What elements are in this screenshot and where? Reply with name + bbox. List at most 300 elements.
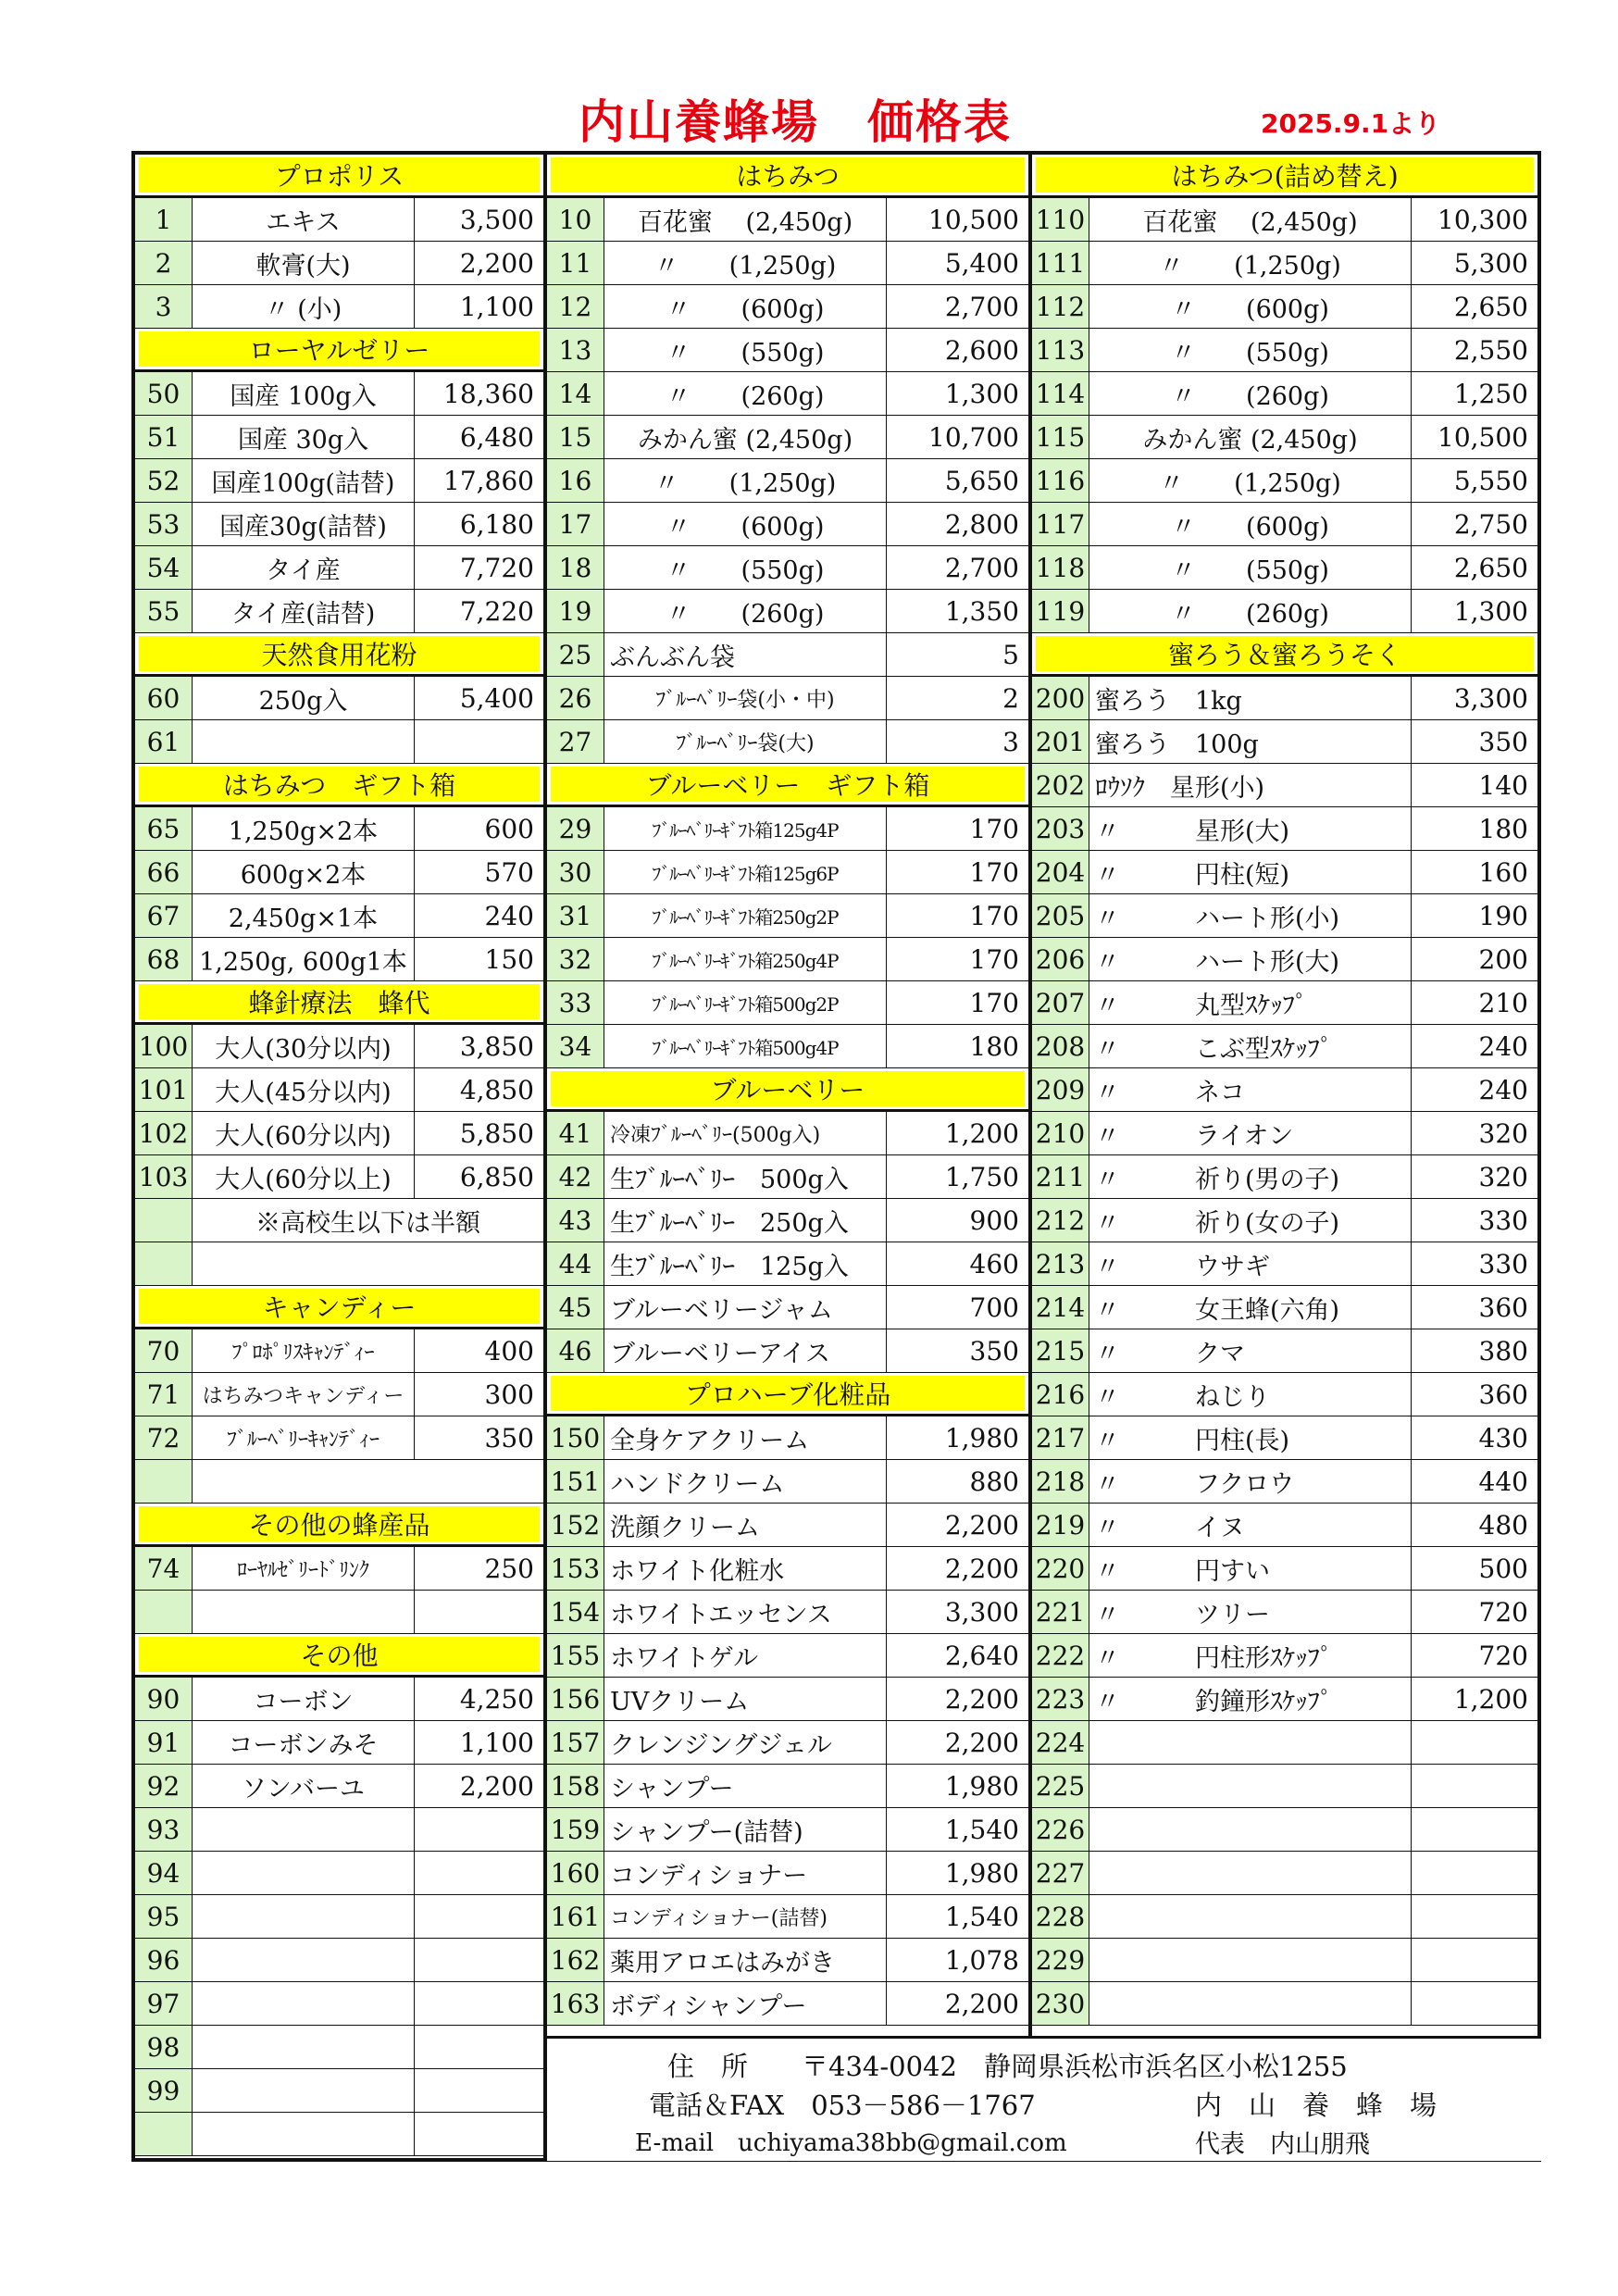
item-name: 〃 ねじり [1089, 1373, 1412, 1416]
item-number: 13 [547, 329, 604, 371]
item-price [1412, 1852, 1537, 1894]
price-row [135, 503, 543, 546]
price-row [1032, 503, 1537, 546]
item-number: 41 [547, 1112, 604, 1154]
item-number: 71 [135, 1373, 193, 1416]
item-number: 204 [1032, 851, 1089, 893]
item-name [193, 1982, 415, 2025]
item-number: 201 [1032, 720, 1089, 763]
section-title: ブルーベリー [551, 1071, 1025, 1106]
section-header [547, 1068, 1028, 1112]
item-price [1412, 1982, 1537, 2025]
item-number: 213 [1032, 1242, 1089, 1285]
item-number: 68 [135, 938, 193, 980]
item-number: 156 [547, 1678, 604, 1720]
effective-date: 2025.9.1より [1261, 108, 1441, 139]
item-number: 61 [135, 720, 193, 763]
item-number: 18 [547, 546, 604, 589]
item-number: 29 [547, 807, 604, 850]
price-row [1032, 1416, 1537, 1460]
item-name: 〃 (1,250g) [1089, 242, 1412, 284]
item-name: 〃 イヌ [1089, 1504, 1412, 1546]
item-price: 10,500 [1438, 421, 1528, 453]
item-price [415, 1852, 543, 1894]
item-name: 〃 (1,250g) [604, 459, 887, 502]
price-row [1032, 1895, 1537, 1939]
item-number: 67 [135, 894, 193, 937]
item-price: 330 [1478, 1204, 1528, 1236]
item-number: 99 [135, 2069, 193, 2112]
item-name: ﾌﾞﾙｰﾍﾞﾘｰｷﾞﾌﾄ箱500g2P [604, 981, 887, 1024]
item-price: 3 [1002, 726, 1019, 757]
price-row [1032, 1547, 1537, 1591]
item-name: ﾌﾞﾙｰﾍﾞﾘｰｷﾞﾌﾄ箱250g2P [604, 894, 887, 937]
item-name: シャンプー [604, 1765, 887, 1807]
email: E-mail uchiyama38bb@gmail.com [635, 2129, 1067, 2157]
price-row [135, 2069, 543, 2113]
item-name: みかん蜜 (2,450g) [604, 416, 887, 458]
item-name: 〃 (550g) [1089, 329, 1412, 371]
item-name: 〃 女王蜂(六角) [1089, 1286, 1412, 1329]
item-number: 46 [547, 1329, 604, 1372]
item-price: 2,200 [459, 1770, 534, 1802]
item-number: 112 [1032, 285, 1089, 328]
section-title: 蜜ろう＆蜜ろうそく [1036, 636, 1534, 671]
item-number: 212 [1032, 1199, 1089, 1242]
item-name: 〃 円柱(長) [1089, 1416, 1412, 1459]
price-row [547, 459, 1028, 503]
item-price: 2,200 [944, 1683, 1019, 1715]
item-price: 140 [1478, 769, 1528, 801]
item-number: 15 [547, 416, 604, 458]
item-name: コンディショナー(詰替) [604, 1895, 887, 1938]
item-price: 5 [1002, 639, 1019, 670]
price-row [547, 285, 1028, 329]
item-name [1089, 1808, 1412, 1851]
item-price: 5,650 [944, 465, 1019, 496]
section-title: ブルーベリー ギフト箱 [551, 767, 1025, 802]
price-row [1032, 1329, 1537, 1373]
price-row [1032, 1982, 1537, 2026]
item-number: 51 [135, 416, 193, 458]
item-price: 400 [484, 1335, 534, 1366]
item-price: 2,550 [1453, 334, 1528, 366]
item-name: 2,450g×1本 [193, 894, 415, 937]
item-price: 3,500 [459, 204, 534, 235]
title-bar [0, 85, 1618, 150]
item-name: 〃 釣鐘形ｽｹｯﾌﾟ [1089, 1678, 1412, 1720]
item-name: 国産 100g入 [193, 372, 415, 415]
item-price: 170 [969, 856, 1019, 888]
price-row [135, 807, 543, 851]
price-row [547, 198, 1028, 242]
item-price [1412, 1765, 1537, 1807]
item-name: 〃 フクロウ [1089, 1460, 1412, 1503]
item-price: 7,220 [459, 595, 534, 627]
item-name: 大人(60分以内) [193, 1112, 415, 1154]
item-number: 119 [1032, 590, 1089, 632]
price-row [1032, 242, 1537, 285]
price-row [135, 1112, 543, 1155]
price-row [1032, 1765, 1537, 1808]
item-number: 30 [547, 851, 604, 893]
price-row [547, 851, 1028, 894]
price-row [547, 807, 1028, 851]
price-row [547, 546, 1028, 590]
item-price: 5,400 [459, 682, 534, 714]
item-number: 219 [1032, 1504, 1089, 1546]
item-name: ﾌﾞﾙｰﾍﾞﾘｰｷﾞﾌﾄ箱125g6P [604, 851, 887, 893]
item-price: 2,200 [459, 247, 534, 279]
price-row [135, 1895, 543, 1939]
item-number [135, 1199, 193, 1242]
section-title: その他の蜂産品 [139, 1506, 540, 1541]
item-name: 〃 円柱形ｽｹｯﾌﾟ [1089, 1634, 1412, 1677]
shop-name: 内 山 養 蜂 場 [1195, 2090, 1438, 2121]
price-row [135, 198, 543, 242]
item-price: 1,540 [944, 1901, 1019, 1932]
item-name: 〃 (260g) [1089, 372, 1412, 415]
item-number: 117 [1032, 503, 1089, 545]
item-price [1412, 1721, 1537, 1764]
item-number: 152 [547, 1504, 604, 1546]
item-price: 150 [484, 943, 534, 975]
item-number: 206 [1032, 938, 1089, 980]
price-row [547, 1547, 1028, 1591]
item-number: 27 [547, 720, 604, 763]
item-price: 2,600 [944, 334, 1019, 366]
item-name: ブルーベリージャム [604, 1286, 887, 1329]
price-row [135, 1547, 543, 1591]
section-header [1032, 155, 1537, 198]
price-row [1032, 1373, 1537, 1416]
price-row [547, 1939, 1028, 1982]
section-header [1032, 633, 1537, 677]
item-price: 170 [969, 987, 1019, 1018]
item-name: 冷凍ﾌﾞﾙｰﾍﾞﾘｰ(500g入) [604, 1112, 887, 1154]
price-row [135, 1199, 543, 1242]
item-number: 92 [135, 1765, 193, 1807]
price-row [1032, 1286, 1537, 1329]
item-price: 170 [969, 813, 1019, 844]
item-name: 〃 (600g) [1089, 503, 1412, 545]
item-number: 211 [1032, 1155, 1089, 1198]
item-name: 〃 ライオン [1089, 1112, 1412, 1154]
price-row [547, 329, 1028, 372]
item-name: 〃 (260g) [604, 372, 887, 415]
section-header [135, 1286, 543, 1329]
item-name: 〃 (260g) [1089, 590, 1412, 632]
item-number: 225 [1032, 1765, 1089, 1807]
item-name: 〃 星形(大) [1089, 807, 1412, 850]
price-row [547, 677, 1028, 720]
price-row [1032, 764, 1537, 807]
item-name: ﾌﾞﾙｰﾍﾞﾘｰｷﾞﾌﾄ箱125g4P [604, 807, 887, 850]
item-number [135, 2113, 193, 2155]
section-title: はちみつ ギフト箱 [139, 767, 540, 802]
price-row [1032, 1112, 1537, 1155]
column-center [547, 155, 1032, 2158]
item-price: 350 [484, 1422, 534, 1454]
item-name: 〃 祈り(女の子) [1089, 1199, 1412, 1242]
item-number: 72 [135, 1416, 193, 1459]
section-title: 蜂針療法 蜂代 [139, 984, 540, 1019]
item-price: 430 [1478, 1422, 1528, 1454]
item-number: 54 [135, 546, 193, 589]
item-price: 2,650 [1453, 291, 1528, 322]
item-price: 2 [1002, 682, 1019, 714]
price-row [1032, 459, 1537, 503]
price-row [135, 2113, 543, 2156]
item-name: タイ産(詰替) [193, 590, 415, 632]
item-name: 〃 ハート形(小) [1089, 894, 1412, 937]
item-number: 217 [1032, 1416, 1089, 1459]
item-price: 2,700 [944, 552, 1019, 583]
item-name: 〃 (550g) [604, 546, 887, 589]
item-number: 209 [1032, 1068, 1089, 1111]
page-title: 内山養蜂場 価格表 [579, 95, 1012, 149]
item-name: 蜜ろう 1kg [1089, 677, 1412, 719]
item-number: 220 [1032, 1547, 1089, 1590]
item-price: 6,180 [459, 508, 534, 540]
price-row [1032, 1852, 1537, 1895]
price-row [547, 1112, 1028, 1155]
item-number: 31 [547, 894, 604, 937]
section-header [547, 764, 1028, 807]
price-row [547, 372, 1028, 416]
item-name [1089, 1939, 1412, 1981]
item-price: 330 [1478, 1248, 1528, 1279]
item-name: ボディシャンプー [604, 1982, 887, 2025]
item-number: 208 [1032, 1025, 1089, 1067]
item-number: 116 [1032, 459, 1089, 502]
price-row [547, 590, 1028, 633]
price-row [135, 416, 543, 459]
item-price: 5,550 [1453, 465, 1528, 496]
price-row [1032, 590, 1537, 633]
price-row [1032, 720, 1537, 764]
price-row [547, 1242, 1028, 1286]
item-price: 5,400 [944, 247, 1019, 279]
item-name: 〃 ネコ [1089, 1068, 1412, 1111]
item-name: 生ﾌﾞﾙｰﾍﾞﾘｰ 250g入 [604, 1199, 887, 1242]
price-row [1032, 285, 1537, 329]
item-number: 118 [1032, 546, 1089, 589]
price-row [135, 1678, 543, 1721]
item-name [1089, 1765, 1412, 1807]
item-number: 95 [135, 1895, 193, 1938]
price-row [1032, 546, 1537, 590]
item-price: 1,300 [1453, 595, 1528, 627]
item-name: コンディショナー [604, 1852, 887, 1894]
item-name: 〃 円すい [1089, 1547, 1412, 1590]
price-row [547, 1808, 1028, 1852]
item-name: 〃 (550g) [604, 329, 887, 371]
item-name: 薬用アロエはみがき [604, 1939, 887, 1981]
item-name: 全身ケアクリーム [604, 1416, 887, 1459]
item-name [193, 1808, 415, 1851]
item-price [415, 1895, 543, 1938]
price-row [547, 633, 1028, 677]
item-name [193, 2069, 415, 2112]
item-price [1412, 1808, 1537, 1851]
price-row [547, 1852, 1028, 1895]
item-name: 蜜ろう 100g [1089, 720, 1412, 763]
item-name: ﾌﾞﾙｰﾍﾞﾘｰ袋(大) [604, 720, 887, 763]
item-number: 14 [547, 372, 604, 415]
price-row [135, 1852, 543, 1895]
item-price: 10,500 [928, 204, 1019, 235]
item-name: コーボンみそ [193, 1721, 415, 1764]
item-price: 3,300 [1453, 682, 1528, 714]
price-row [1032, 1242, 1537, 1286]
item-number: 202 [1032, 764, 1089, 806]
item-number: 94 [135, 1852, 193, 1894]
item-number: 74 [135, 1547, 193, 1590]
price-row [135, 242, 543, 285]
price-row [547, 720, 1028, 764]
item-price: 17,860 [443, 465, 534, 496]
item-number: 215 [1032, 1329, 1089, 1372]
item-name: 〃 (550g) [1089, 546, 1412, 589]
price-row [135, 1329, 543, 1373]
item-price: 880 [969, 1466, 1019, 1497]
item-number: 50 [135, 372, 193, 415]
item-price: 600 [484, 813, 534, 844]
price-row [547, 981, 1028, 1025]
section-header [135, 1634, 543, 1678]
phone-fax: 電話＆FAX 053－586－1767 [649, 2090, 1036, 2121]
item-name: シャンプー(詰替) [604, 1808, 887, 1851]
price-row [1032, 1155, 1537, 1199]
item-number: 10 [547, 198, 604, 241]
item-price: 360 [1478, 1379, 1528, 1410]
item-number: 210 [1032, 1112, 1089, 1154]
item-number: 100 [135, 1025, 193, 1067]
item-price: 240 [484, 900, 534, 931]
item-number: 159 [547, 1808, 604, 1851]
item-price: 2,200 [944, 1553, 1019, 1584]
item-price: 240 [1478, 1074, 1528, 1105]
item-price: 4,850 [459, 1074, 534, 1105]
item-number: 101 [135, 1068, 193, 1111]
column-right [1032, 155, 1541, 2158]
price-row [135, 459, 543, 503]
item-price: 210 [1478, 987, 1528, 1018]
item-number [135, 1460, 193, 1503]
item-name [193, 2113, 415, 2155]
item-name: エキス [193, 198, 415, 241]
item-name: 〃 丸型ｽｹｯﾌﾟ [1089, 981, 1412, 1024]
item-name: 大人(60分以上) [193, 1155, 415, 1198]
item-price: 160 [1478, 856, 1528, 888]
item-price: 460 [969, 1248, 1019, 1279]
price-row [547, 1199, 1028, 1242]
price-row [1032, 1634, 1537, 1678]
contact-footer [547, 2036, 1541, 2161]
item-price: 7,720 [459, 552, 534, 583]
price-row [135, 1416, 543, 1460]
item-name: 〃 (260g) [604, 590, 887, 632]
item-number: 221 [1032, 1591, 1089, 1633]
price-row [135, 1068, 543, 1112]
item-number: 224 [1032, 1721, 1089, 1764]
section-title: プロポリス [139, 157, 540, 193]
item-price: 170 [969, 900, 1019, 931]
item-number: 16 [547, 459, 604, 502]
item-number: 98 [135, 2026, 193, 2068]
item-number: 66 [135, 851, 193, 893]
item-number: 32 [547, 938, 604, 980]
item-price: 700 [969, 1292, 1019, 1323]
price-row [135, 938, 543, 981]
item-number [135, 1591, 193, 1633]
price-row [547, 1155, 1028, 1199]
item-number: 93 [135, 1808, 193, 1851]
price-row [547, 1591, 1028, 1634]
item-price: 1,250 [1453, 378, 1528, 409]
item-name: ﾌﾟﾛﾎﾟﾘｽｷｬﾝﾃﾞｨｰ [193, 1329, 415, 1372]
price-row [1032, 1025, 1537, 1068]
item-price: 240 [1478, 1030, 1528, 1062]
price-row [1032, 1678, 1537, 1721]
item-name: 1,250g, 600g1本 [193, 938, 415, 980]
price-row [1032, 416, 1537, 459]
price-row [547, 1765, 1028, 1808]
item-name: 〃 (小) [193, 285, 415, 328]
section-header [135, 329, 543, 372]
price-row [135, 677, 543, 720]
price-row [135, 1765, 543, 1808]
item-number: 151 [547, 1460, 604, 1503]
item-name [1089, 1852, 1412, 1894]
price-row [547, 416, 1028, 459]
item-number: 155 [547, 1634, 604, 1677]
item-name: ホワイトエッセンス [604, 1591, 887, 1633]
section-header [135, 633, 543, 677]
item-price: 6,850 [459, 1161, 534, 1192]
item-price: 1,078 [944, 1944, 1019, 1976]
item-number: 162 [547, 1939, 604, 1981]
section-title: 天然食用花粉 [139, 636, 540, 671]
item-price: 500 [1478, 1553, 1528, 1584]
item-name: ぶんぶん袋 [604, 633, 887, 676]
item-name: 〃 ハート形(大) [1089, 938, 1412, 980]
item-price: 2,640 [944, 1640, 1019, 1671]
item-number: 160 [547, 1852, 604, 1894]
item-number: 226 [1032, 1808, 1089, 1851]
price-row [135, 1982, 543, 2026]
price-row [547, 503, 1028, 546]
item-name: ﾛｳｿｸ 星形(小) [1089, 764, 1412, 806]
price-row [547, 1678, 1028, 1721]
item-name: 〃 ツリー [1089, 1591, 1412, 1633]
price-row [1032, 1808, 1537, 1852]
item-number: 113 [1032, 329, 1089, 371]
item-number: 161 [547, 1895, 604, 1938]
price-row [1032, 1068, 1537, 1112]
item-name: 250g入 [193, 677, 415, 719]
item-price: 1,750 [944, 1161, 1019, 1192]
item-price [1412, 1939, 1537, 1981]
section-title: その他 [139, 1637, 540, 1672]
item-name: 1,250g×2本 [193, 807, 415, 850]
item-price: 1,100 [459, 1727, 534, 1758]
item-name: ﾌﾞﾙｰﾍﾞﾘｰｷﾞﾌﾄ箱500g4P [604, 1025, 887, 1067]
price-row [547, 1460, 1028, 1504]
item-price: 2,750 [1453, 508, 1528, 540]
item-name [193, 720, 415, 763]
